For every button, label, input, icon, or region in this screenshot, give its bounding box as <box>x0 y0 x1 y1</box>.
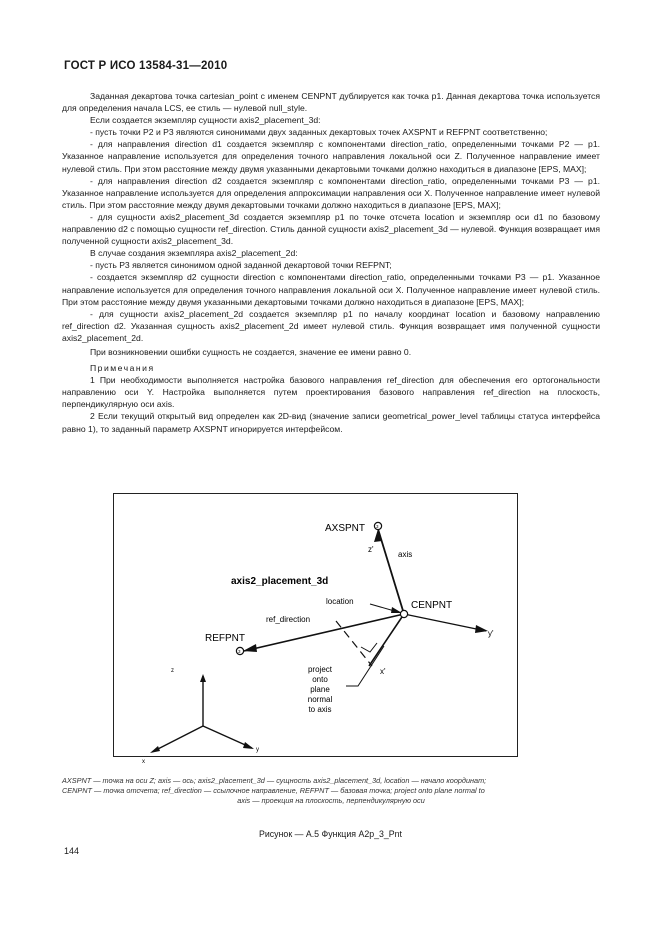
paragraph: - для направления direction d1 создается экземпляр с компонентами direction_ratio, определенными точками P2 — p1. Указанное направление используется для определения точного направления локальной оси Z. Полученное направление имеет нулевой стиль. При этом расстояние между двумя указанными декартовыми точками должно находиться в диапазоне [EPS, MAX]; <box>62 139 600 174</box>
page-number: 144 <box>64 846 80 856</box>
axis-placement-diagram <box>114 494 519 765</box>
paragraph: В случае создания экземпляра axis2_placement_2d: <box>90 248 298 259</box>
to-axis-label: to axis <box>308 705 332 714</box>
refpnt-label: REFPNT <box>205 633 245 644</box>
ref-direction-arrowhead <box>243 644 257 652</box>
y-prime-arrowhead <box>475 625 488 633</box>
location-label: location <box>326 597 354 606</box>
paragraph: - для сущности axis2_placement_3d создается экземпляр p1 по точке отсчета location и экземпляр оси d1 по базовому направлению d2 с помощью сущности ref_direction. Стиль данной сущности axis2_placement_3d — нулевой. Функция возвращает имя полученной сущности axis2_placement_3d. <box>62 211 600 247</box>
ref-direction-label: ref_direction <box>266 615 311 624</box>
legend-line: CENPNT — точка отсчета; ref_direction — ссылочное направление, REFPNT — базовая точка; project onto plane normal to <box>62 786 485 796</box>
axspnt-label: AXSPNT <box>325 523 366 534</box>
y-prime-line <box>404 614 486 631</box>
cenpnt-point-marker <box>400 610 407 617</box>
paragraph: - пусть точки P2 и P3 являются синонимами двух заданных декартовых точек AXSPNT и REFPNT соответственно; <box>90 127 548 138</box>
note-item: 1 При необходимости выполняется настройка базового направления ref_direction для обеспечения его ортогональности направлению оси Y. Настройка выполняется путем проектирования базового направления ref_direction на плоскость, перпендикулярную оси axis. <box>62 375 600 410</box>
triad-y-arrowhead <box>243 742 254 749</box>
plane-label: plane <box>310 685 330 694</box>
normal-label: normal <box>307 695 333 704</box>
triad-z-arrowhead <box>200 674 206 682</box>
triad-y-label: y <box>256 747 259 753</box>
notes-title: Примечания <box>90 363 155 374</box>
x-prime-label: x' <box>380 667 386 676</box>
project-label: project <box>307 665 333 674</box>
paragraph: - пусть P3 является синонимом одной заданной декартовой точки REFPNT; <box>90 260 392 271</box>
paragraph: - для сущности axis2_placement_2d создается экземпляр p1 по началу координат location и базовому направлению ref_direction d2. Указанная сущность axis2_placement_2d имеет нулевой стиль. Функция возвращает имя полученной сущности axis2_placement_2d. <box>62 308 600 343</box>
figure-frame <box>113 493 518 765</box>
axspnt-marker-digit: 3 <box>376 524 379 529</box>
figure-legend <box>62 776 600 807</box>
axis-line <box>378 529 404 614</box>
note-item: 2 Если текущий открытый вид определен как 2D-вид (значение записи geometrical_power_level таблицы статуса интерфейса равно 1), то заданный параметр AXSPNT игнорируется интерфейсом. <box>62 411 600 434</box>
onto-label: onto <box>312 675 328 684</box>
x-prime-line <box>369 614 404 666</box>
paragraph: При возникновении ошибки сущность не создается, значение ее имени равно 0. <box>90 346 412 357</box>
paragraph: Заданная декартова точка cartesian_point с именем CENPNT дублируется как точка p1. Данная декартова точка используется для определения начала LCS, ее стиль — нулевой null_style. <box>62 91 600 114</box>
refpnt-marker-digit: 3 <box>238 649 241 654</box>
paragraph: - создается экземпляр d2 сущности direction с компонентами direction_ratio, определенными точками P3 — p1. Указанное направление используется для определения точного направления локальной оси X. Полученное направление имеет нулевой стиль. При этом расстояние между двумя указанными декартовыми точками должно находиться в диапазоне [EPS, MAX]; <box>62 272 600 307</box>
z-prime-label: z' <box>368 545 374 554</box>
paragraph: - для направления direction d2 создается экземпляр с компонентами direction_ratio, определенными точками P3 — p1. Указанное направление используется для определения аппроксимации направления оси X. Полученное направление имеет нулевой стиль. При этом расстояние между двумя декартовыми точками должно находиться в диапазоне [EPS, MAX]; <box>62 175 600 210</box>
cenpnt-label: CENPNT <box>411 600 453 611</box>
y-prime-label: y' <box>488 629 494 638</box>
figure-caption: Рисунок — А.5 Функция A2p_3_Pnt <box>259 829 402 839</box>
paragraph: Если создается экземпляр сущности axis2_placement_3d: <box>90 115 321 126</box>
body-text <box>62 90 600 435</box>
diagram-title: axis2_placement_3d <box>231 576 329 587</box>
legend-line: axis — проекция на плоскость, перпендикулярную оси <box>237 796 425 806</box>
triad-x-label: x <box>142 759 145 765</box>
right-angle-marker <box>361 643 377 652</box>
triad-z-label: z <box>171 668 174 674</box>
axis-label: axis <box>398 550 413 559</box>
standard-header: ГОСТ Р ИСО 13584-31—2010 <box>64 60 228 72</box>
triad-x-arrowhead <box>150 746 160 753</box>
triad-x-axis <box>152 726 203 752</box>
legend-line: AXSPNT — точка на оси Z; axis — ось; axis2_placement_3d — сущность axis2_placement_3d, location — начало координат; <box>62 776 487 785</box>
